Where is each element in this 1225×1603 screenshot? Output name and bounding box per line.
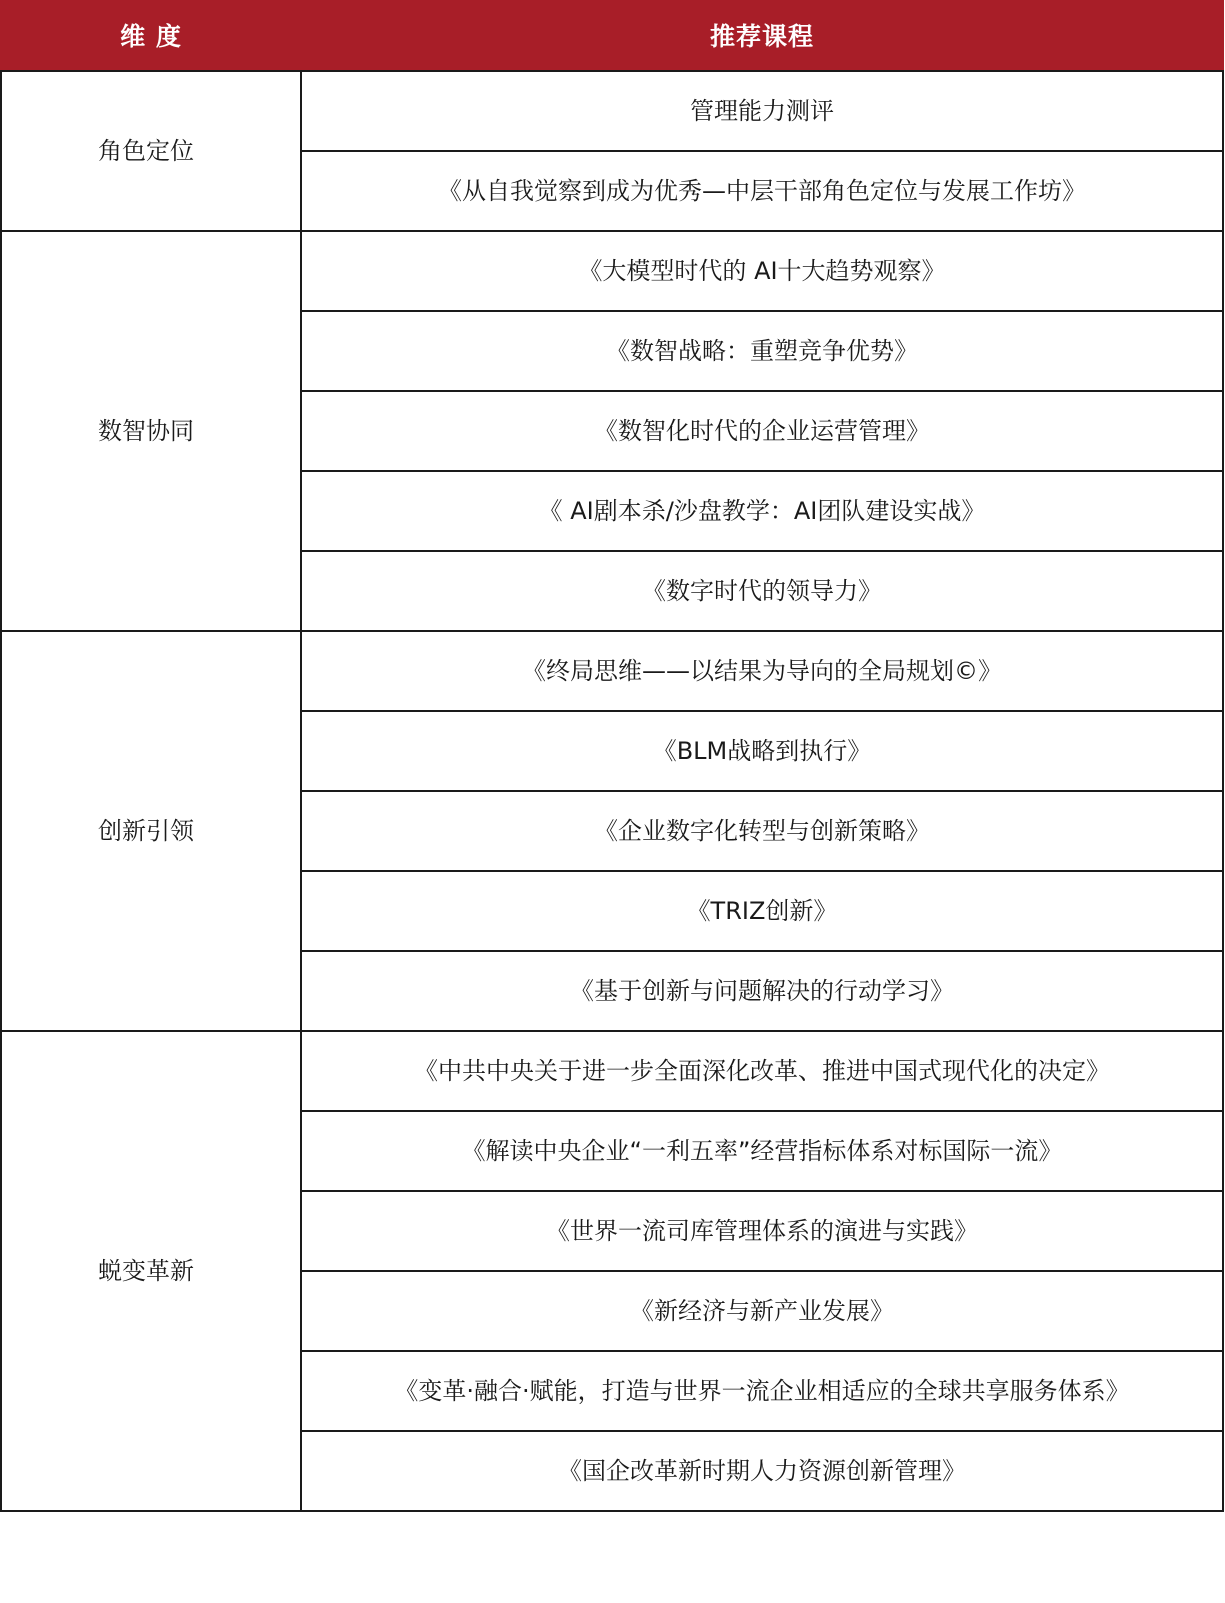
course-cell: 《数智化时代的企业运营管理》 (301, 391, 1223, 471)
course-cell: 《BLM战略到执行》 (301, 711, 1223, 791)
table-row (1, 1031, 1223, 1111)
table-row (1, 71, 1223, 151)
dimension-cell: 数智协同 (1, 231, 301, 631)
course-cell: 《解读中央企业“一利五率”经营指标体系对标国际一流》 (301, 1111, 1223, 1191)
course-cell: 《国企改革新时期人力资源创新管理》 (301, 1431, 1223, 1511)
course-cell: 《新经济与新产业发展》 (301, 1271, 1223, 1351)
course-cell: 《数字时代的领导力》 (301, 551, 1223, 631)
course-cell: 《 AI剧本杀/沙盘教学：AI团队建设实战》 (301, 471, 1223, 551)
course-cell: 《中共中央关于进一步全面深化改革、推进中国式现代化的决定》 (301, 1031, 1223, 1111)
course-cell: 《企业数字化转型与创新策略》 (301, 791, 1223, 871)
course-cell: 《从自我觉察到成为优秀—中层干部角色定位与发展工作坊》 (301, 151, 1223, 231)
dimension-header: 维 度 (1, 0, 301, 71)
course-cell: 《TRIZ创新》 (301, 871, 1223, 951)
dimension-cell: 角色定位 (1, 71, 301, 231)
course-cell: 《基于创新与问题解决的行动学习》 (301, 951, 1223, 1031)
header-row (1, 0, 1223, 71)
course-header: 推荐课程 (301, 0, 1223, 71)
course-cell: 《大模型时代的 AI十大趋势观察》 (301, 231, 1223, 311)
course-cell: 《世界一流司库管理体系的演进与实践》 (301, 1191, 1223, 1271)
course-cell: 管理能力测评 (301, 71, 1223, 151)
course-cell: 《数智战略：重塑竞争优势》 (301, 311, 1223, 391)
dimension-cell: 蜕变革新 (1, 1031, 301, 1511)
course-cell: 《终局思维——以结果为导向的全局规划©》 (301, 631, 1223, 711)
dimension-cell: 创新引领 (1, 631, 301, 1031)
course-cell: 《变革·融合·赋能，打造与世界一流企业相适应的全球共享服务体系》 (301, 1351, 1223, 1431)
table-body (1, 71, 1223, 1511)
table-row (1, 231, 1223, 311)
table-row (1, 631, 1223, 711)
